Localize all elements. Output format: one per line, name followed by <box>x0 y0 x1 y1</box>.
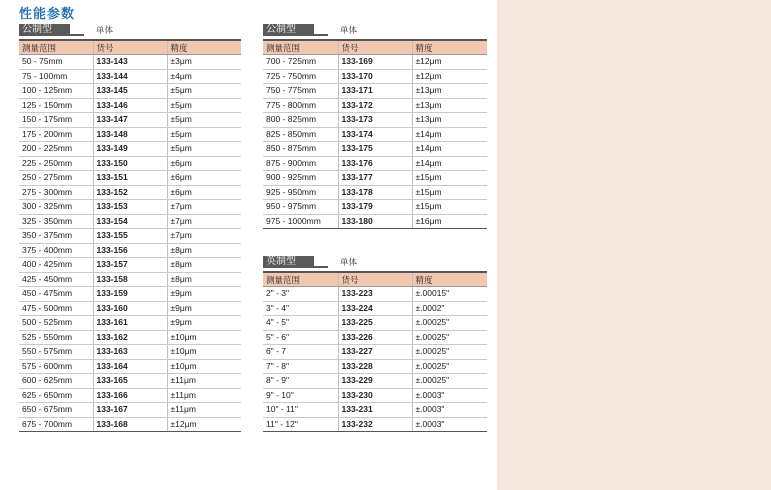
accuracy-cell: ±14μm <box>412 127 487 142</box>
model-cell: 133-151 <box>93 171 167 186</box>
table-row <box>19 330 241 345</box>
range-cell: 11" - 12" <box>263 417 338 432</box>
model-cell: 133-152 <box>93 185 167 200</box>
range-cell: 750 - 775mm <box>263 84 338 99</box>
accuracy-cell: ±3μm <box>167 55 241 70</box>
table-row <box>19 214 241 229</box>
header-accuracy: 精度 <box>167 40 241 55</box>
range-cell: 775 - 800mm <box>263 98 338 113</box>
table-row <box>19 388 241 403</box>
accuracy-cell: ±.00015" <box>412 287 487 302</box>
range-cell: 575 - 600mm <box>19 359 93 374</box>
accuracy-cell: ±10μm <box>167 359 241 374</box>
model-cell: 133-157 <box>93 258 167 273</box>
model-cell: 133-227 <box>338 345 412 360</box>
table-row <box>19 84 241 99</box>
model-cell: 133-147 <box>93 113 167 128</box>
header-model: 货号 <box>93 40 167 55</box>
range-cell: 700 - 725mm <box>263 55 338 70</box>
accuracy-cell: ±5μm <box>167 84 241 99</box>
model-cell: 133-162 <box>93 330 167 345</box>
table-row <box>263 330 487 345</box>
accuracy-cell: ±7μm <box>167 229 241 244</box>
accuracy-cell: ±.0003" <box>412 388 487 403</box>
range-cell: 400 - 425mm <box>19 258 93 273</box>
table-row <box>19 258 241 273</box>
model-cell: 133-179 <box>338 200 412 215</box>
table-row <box>263 287 487 302</box>
range-cell: 300 - 325mm <box>19 200 93 215</box>
table-row <box>19 156 241 171</box>
table-tag-row <box>19 22 241 36</box>
model-cell: 133-165 <box>93 374 167 389</box>
model-cell: 133-168 <box>93 417 167 432</box>
model-cell: 133-226 <box>338 330 412 345</box>
range-cell: 350 - 375mm <box>19 229 93 244</box>
range-cell: 725 - 750mm <box>263 69 338 84</box>
accuracy-cell: ±16μm <box>412 214 487 229</box>
metric-table-right-block <box>263 22 487 229</box>
table-row <box>263 84 487 99</box>
accuracy-cell: ±8μm <box>167 243 241 258</box>
model-cell: 133-175 <box>338 142 412 157</box>
model-cell: 133-149 <box>93 142 167 157</box>
range-cell: 600 - 625mm <box>19 374 93 389</box>
model-cell: 133-178 <box>338 185 412 200</box>
range-cell: 250 - 275mm <box>19 171 93 186</box>
table-row <box>263 113 487 128</box>
table-row <box>19 374 241 389</box>
accuracy-cell: ±.0003" <box>412 417 487 432</box>
model-cell: 133-148 <box>93 127 167 142</box>
accuracy-cell: ±15μm <box>412 200 487 215</box>
model-cell: 133-177 <box>338 171 412 186</box>
range-cell: 10" - 11" <box>263 403 338 418</box>
table-row <box>263 55 487 70</box>
range-cell: 550 - 575mm <box>19 345 93 360</box>
accuracy-cell: ±9μm <box>167 316 241 331</box>
type-note: 单体 <box>340 257 358 267</box>
range-cell: 875 - 900mm <box>263 156 338 171</box>
model-cell: 133-144 <box>93 69 167 84</box>
tag-underline <box>314 266 328 268</box>
table-row <box>263 69 487 84</box>
accuracy-cell: ±5μm <box>167 113 241 128</box>
table-row <box>19 55 241 70</box>
table-row <box>19 316 241 331</box>
table-row <box>263 171 487 186</box>
range-cell: 675 - 700mm <box>19 417 93 432</box>
model-cell: 133-155 <box>93 229 167 244</box>
table-row <box>263 316 487 331</box>
model-cell: 133-159 <box>93 287 167 302</box>
table-row <box>19 359 241 374</box>
model-cell: 133-164 <box>93 359 167 374</box>
header-accuracy: 精度 <box>412 272 487 287</box>
header-model: 货号 <box>338 40 412 55</box>
metric-table-left-block <box>19 22 241 432</box>
table-tag-row <box>263 22 487 36</box>
model-cell: 133-150 <box>93 156 167 171</box>
model-cell: 133-156 <box>93 243 167 258</box>
model-cell: 133-158 <box>93 272 167 287</box>
table-row <box>263 185 487 200</box>
range-cell: 475 - 500mm <box>19 301 93 316</box>
accuracy-cell: ±11μm <box>167 374 241 389</box>
table-row <box>263 374 487 389</box>
range-cell: 500 - 525mm <box>19 316 93 331</box>
range-cell: 150 - 175mm <box>19 113 93 128</box>
range-cell: 6" - 7 <box>263 345 338 360</box>
model-cell: 133-146 <box>93 98 167 113</box>
tag-underline <box>70 34 84 36</box>
table-row <box>263 98 487 113</box>
range-cell: 8" - 9" <box>263 374 338 389</box>
accuracy-cell: ±11μm <box>167 388 241 403</box>
accuracy-cell: ±5μm <box>167 142 241 157</box>
accuracy-cell: ±10μm <box>167 345 241 360</box>
accuracy-cell: ±.00025" <box>412 330 487 345</box>
accuracy-cell: ±6μm <box>167 185 241 200</box>
model-cell: 133-143 <box>93 55 167 70</box>
table-row <box>263 156 487 171</box>
table-row <box>19 127 241 142</box>
range-cell: 3" - 4" <box>263 301 338 316</box>
range-cell: 425 - 450mm <box>19 272 93 287</box>
type-note: 单体 <box>96 25 114 35</box>
range-cell: 9" - 10" <box>263 388 338 403</box>
accuracy-cell: ±8μm <box>167 272 241 287</box>
table-row <box>19 272 241 287</box>
model-cell: 133-176 <box>338 156 412 171</box>
type-note: 单体 <box>340 25 358 35</box>
table-row <box>19 69 241 84</box>
range-cell: 825 - 850mm <box>263 127 338 142</box>
accuracy-cell: ±11μm <box>167 403 241 418</box>
table-row <box>263 359 487 374</box>
accuracy-cell: ±.0003" <box>412 403 487 418</box>
model-cell: 133-230 <box>338 388 412 403</box>
model-cell: 133-163 <box>93 345 167 360</box>
table-row <box>19 345 241 360</box>
model-cell: 133-223 <box>338 287 412 302</box>
model-cell: 133-224 <box>338 301 412 316</box>
model-cell: 133-171 <box>338 84 412 99</box>
range-cell: 925 - 950mm <box>263 185 338 200</box>
range-cell: 850 - 875mm <box>263 142 338 157</box>
accuracy-cell: ±13μm <box>412 113 487 128</box>
table-row <box>19 200 241 215</box>
model-cell: 133-153 <box>93 200 167 215</box>
table-row <box>19 185 241 200</box>
range-cell: 900 - 925mm <box>263 171 338 186</box>
inch-table-block <box>263 254 487 432</box>
type-tag: 公制型 <box>263 24 314 36</box>
range-cell: 375 - 400mm <box>19 243 93 258</box>
model-cell: 133-166 <box>93 388 167 403</box>
range-cell: 4" - 5" <box>263 316 338 331</box>
model-cell: 133-145 <box>93 84 167 99</box>
table-row <box>263 142 487 157</box>
range-cell: 650 - 675mm <box>19 403 93 418</box>
range-cell: 125 - 150mm <box>19 98 93 113</box>
table-row <box>263 388 487 403</box>
accuracy-cell: ±9μm <box>167 301 241 316</box>
spec-table-metric-right <box>263 39 487 229</box>
table-row <box>19 142 241 157</box>
range-cell: 325 - 350mm <box>19 214 93 229</box>
accuracy-cell: ±12μm <box>167 417 241 432</box>
type-tag: 公制型 <box>19 24 70 36</box>
accuracy-cell: ±15μm <box>412 171 487 186</box>
table-row <box>19 171 241 186</box>
model-cell: 133-169 <box>338 55 412 70</box>
accuracy-cell: ±13μm <box>412 98 487 113</box>
accuracy-cell: ±13μm <box>412 84 487 99</box>
header-range: 测量范围 <box>19 40 93 55</box>
table-row <box>19 403 241 418</box>
model-cell: 133-228 <box>338 359 412 374</box>
table-header-row <box>19 40 241 55</box>
accuracy-cell: ±.00025" <box>412 316 487 331</box>
accuracy-cell: ±.00025" <box>412 345 487 360</box>
table-row <box>19 417 241 432</box>
table-row <box>263 417 487 432</box>
model-cell: 133-161 <box>93 316 167 331</box>
model-cell: 133-173 <box>338 113 412 128</box>
range-cell: 5" - 6" <box>263 330 338 345</box>
table-header-row <box>263 40 487 55</box>
table-row <box>19 113 241 128</box>
accuracy-cell: ±12μm <box>412 69 487 84</box>
table-header-row <box>263 272 487 287</box>
table-row <box>19 301 241 316</box>
model-cell: 133-170 <box>338 69 412 84</box>
page-title: 性能参数 <box>19 6 76 21</box>
table-row <box>19 287 241 302</box>
accuracy-cell: ±.00025" <box>412 374 487 389</box>
table-row <box>263 127 487 142</box>
range-cell: 950 - 975mm <box>263 200 338 215</box>
spec-table-inch <box>263 271 487 432</box>
table-row <box>263 200 487 215</box>
spec-table-metric-left <box>19 39 241 432</box>
table-row <box>263 301 487 316</box>
range-cell: 450 - 475mm <box>19 287 93 302</box>
model-cell: 133-160 <box>93 301 167 316</box>
accuracy-cell: ±14μm <box>412 156 487 171</box>
range-cell: 625 - 650mm <box>19 388 93 403</box>
range-cell: 50 - 75mm <box>19 55 93 70</box>
accuracy-cell: ±.0002" <box>412 301 487 316</box>
accuracy-cell: ±7μm <box>167 200 241 215</box>
accuracy-cell: ±8μm <box>167 258 241 273</box>
range-cell: 200 - 225mm <box>19 142 93 157</box>
header-range: 测量范围 <box>263 272 338 287</box>
accuracy-cell: ±4μm <box>167 69 241 84</box>
accuracy-cell: ±5μm <box>167 127 241 142</box>
accuracy-cell: ±6μm <box>167 171 241 186</box>
table-row <box>263 214 487 229</box>
accuracy-cell: ±.00025" <box>412 359 487 374</box>
side-panel <box>497 0 771 490</box>
header-model: 货号 <box>338 272 412 287</box>
table-row <box>19 98 241 113</box>
model-cell: 133-232 <box>338 417 412 432</box>
range-cell: 975 - 1000mm <box>263 214 338 229</box>
range-cell: 75 - 100mm <box>19 69 93 84</box>
table-row <box>19 243 241 258</box>
range-cell: 525 - 550mm <box>19 330 93 345</box>
range-cell: 800 - 825mm <box>263 113 338 128</box>
model-cell: 133-229 <box>338 374 412 389</box>
range-cell: 175 - 200mm <box>19 127 93 142</box>
model-cell: 133-225 <box>338 316 412 331</box>
model-cell: 133-174 <box>338 127 412 142</box>
table-row <box>19 229 241 244</box>
model-cell: 133-180 <box>338 214 412 229</box>
accuracy-cell: ±15μm <box>412 185 487 200</box>
accuracy-cell: ±6μm <box>167 156 241 171</box>
model-cell: 133-231 <box>338 403 412 418</box>
accuracy-cell: ±7μm <box>167 214 241 229</box>
model-cell: 133-167 <box>93 403 167 418</box>
header-range: 测量范围 <box>263 40 338 55</box>
range-cell: 100 - 125mm <box>19 84 93 99</box>
tag-underline <box>314 34 328 36</box>
model-cell: 133-154 <box>93 214 167 229</box>
accuracy-cell: ±9μm <box>167 287 241 302</box>
accuracy-cell: ±5μm <box>167 98 241 113</box>
table-row <box>263 345 487 360</box>
model-cell: 133-172 <box>338 98 412 113</box>
accuracy-cell: ±10μm <box>167 330 241 345</box>
accuracy-cell: ±12μm <box>412 55 487 70</box>
type-tag: 英制型 <box>263 256 314 268</box>
accuracy-cell: ±14μm <box>412 142 487 157</box>
table-row <box>263 403 487 418</box>
range-cell: 275 - 300mm <box>19 185 93 200</box>
range-cell: 2" - 3" <box>263 287 338 302</box>
range-cell: 7" - 8" <box>263 359 338 374</box>
table-tag-row <box>263 254 487 268</box>
header-accuracy: 精度 <box>412 40 487 55</box>
range-cell: 225 - 250mm <box>19 156 93 171</box>
